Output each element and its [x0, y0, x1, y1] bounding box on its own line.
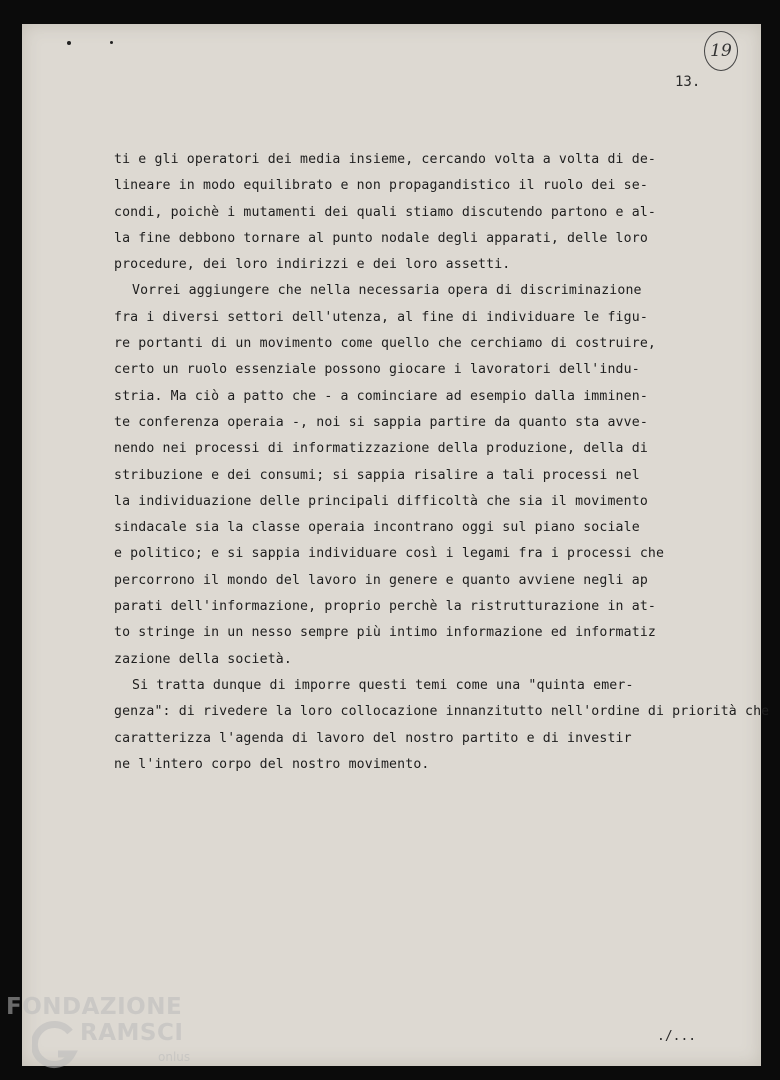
text-line: fra i diversi settori dell'utenza, al fine di individuare le figu- — [114, 309, 648, 325]
text-line: lineare in modo equilibrato e non propagandistico il ruolo dei se- — [114, 178, 648, 194]
text-line: stribuzione e dei consumi; si sappia risalire a tali processi nel — [114, 467, 640, 483]
watermark-line1: FONDAZIONE — [6, 994, 183, 1020]
text-line: Vorrei aggiungere che nella necessaria opera di discriminazione — [132, 283, 642, 299]
text-line: sindacale sia la classe operaia incontrano oggi sul piano sociale — [114, 520, 640, 536]
text-line: percorrono il mondo del lavoro in genere e quanto avviene negli ap — [114, 572, 648, 588]
typewritten-body — [114, 147, 770, 778]
watermark-line2: RAMSCI — [80, 1020, 184, 1046]
watermark-line3: onlus — [158, 1050, 191, 1064]
text-line: condi, poichè i mutamenti dei quali stiamo discutendo partono e al- — [114, 204, 656, 220]
text-line: nendo nei processi di informatizzazione della produzione, della di — [114, 441, 648, 457]
text-line: te conferenza operaia -, noi si sappia partire da quanto sta avve- — [114, 414, 648, 430]
page-number: 13. — [675, 74, 701, 90]
text-line: ne l'intero corpo del nostro movimento. — [114, 756, 430, 772]
text-line: procedure, dei loro indirizzi e dei loro assetti. — [114, 257, 511, 273]
text-line: parati dell'informazione, proprio perchè la ristrutturazione in at- — [114, 599, 656, 615]
text-line: zazione della società. — [114, 651, 292, 667]
text-line: la fine debbono tornare al punto nodale degli apparati, delle loro — [114, 230, 648, 246]
archive-page-number: 19 — [704, 31, 738, 71]
text-line: re portanti di un movimento come quello che cerchiamo di costruire, — [114, 336, 656, 352]
text-line: genza": di rivedere la loro collocazione innanzitutto nell'ordine di priorità che — [114, 704, 770, 720]
text-line: caratterizza l'agenda di lavoro del nostro partito e di investir — [114, 730, 632, 746]
text-line: to stringe in un nesso sempre più intimo informazione ed informatiz — [114, 625, 656, 641]
text-line: stria. Ma ciò a patto che - a cominciare ad esempio dalla imminen- — [114, 388, 648, 404]
text-line: la individuazione delle principali difficoltà che sia il movimento — [114, 493, 648, 509]
text-line: ti e gli operatori dei media insieme, cercando volta a volta di de- — [114, 152, 656, 167]
text-line: e politico; e si sappia individuare così i legami fra i processi che — [114, 546, 665, 562]
margin-dot — [110, 41, 113, 44]
text-line: Si tratta dunque di imporre questi temi come una "quinta emer- — [132, 677, 634, 693]
continuation-mark: ./... — [657, 1029, 697, 1044]
margin-dot — [67, 41, 71, 45]
gramsci-logo-icon — [32, 1020, 78, 1070]
text-line: certo un ruolo essenziale possono giocare i lavoratori dell'indu- — [114, 362, 640, 378]
